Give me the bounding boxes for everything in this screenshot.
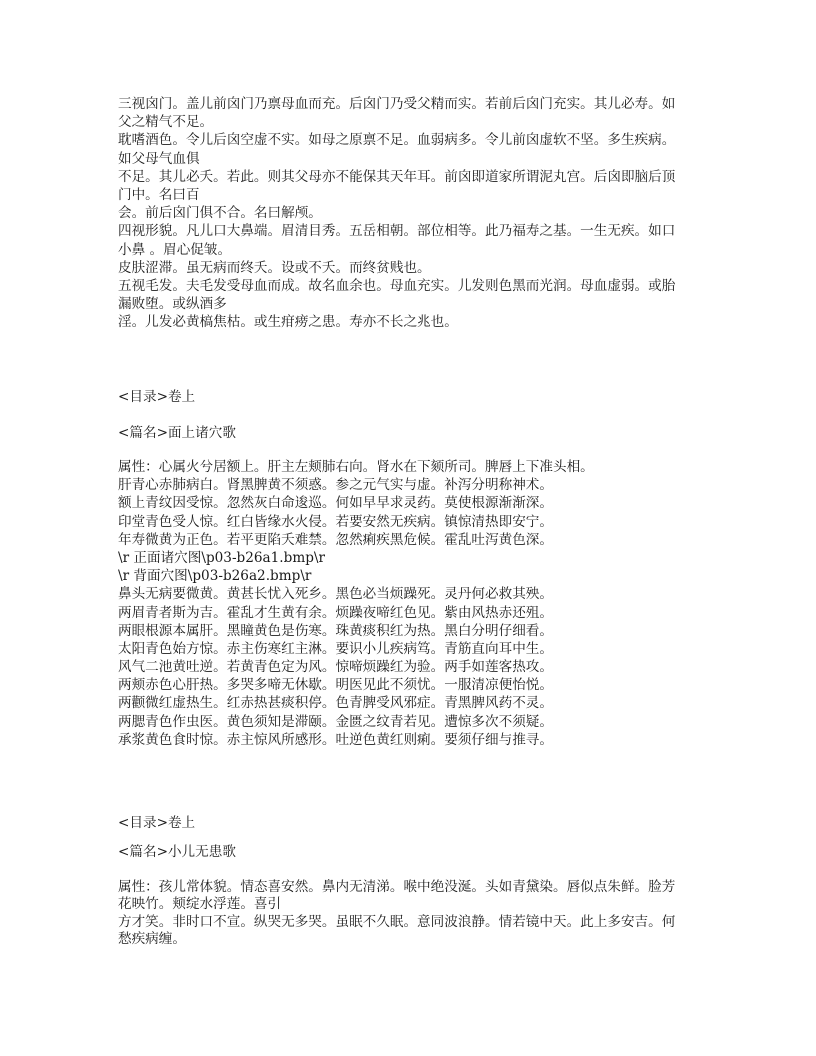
text-line: 两颧微红虚热生。红赤热甚痰积停。色青脾受风邪症。青黑脾风药不灵。 bbox=[118, 695, 553, 712]
text-line: 不足。其儿必夭。若此。则其父母亦不能保其天年耳。前囟即道家所谓泥丸宫。后囟即脑后顶 bbox=[118, 168, 676, 185]
chapter-title-2 bbox=[118, 843, 718, 861]
text-line: 如父母气血俱 bbox=[118, 150, 200, 167]
text-line: 愁疾病缠。 bbox=[118, 931, 186, 948]
text-line: 皮肤涩滞。虽无病而终夭。设或不夭。而终贫贱也。 bbox=[118, 259, 431, 276]
text-line: 属性：心属火兮居额上。肝主左颊肺右向。肾水在下颏所司。脾唇上下准头相。 bbox=[118, 459, 594, 475]
text-line: 两腮青色作虫医。黄色须知是滞颐。金匮之纹青若见。遭惊多次不须疑。 bbox=[118, 713, 553, 730]
section-face-points-song bbox=[118, 458, 718, 749]
image-reference: \r 正面诸穴图\p03-b26a1.bmp\r bbox=[118, 549, 325, 566]
catalog-label: <目录>卷上 bbox=[118, 389, 196, 405]
text-line: 漏败堕。或纵酒多 bbox=[118, 296, 227, 313]
chapter-title-1 bbox=[118, 424, 718, 442]
catalog-label: <目录>卷上 bbox=[118, 815, 196, 831]
text-line: 五视毛发。夫毛发受母血而成。故名血余也。母血充实。儿发则色黑而光润。母血虚弱。或胎 bbox=[118, 277, 676, 294]
text-line: 父之精气不足。 bbox=[118, 114, 214, 131]
text-line: 四视形貌。凡儿口大鼻端。眉清目秀。五岳相朝。部位相等。此乃福寿之基。一生无疾。如口 bbox=[118, 223, 676, 240]
text-line: 会。前后囟门俱不合。名曰解颅。 bbox=[118, 205, 322, 222]
catalog-heading-2 bbox=[118, 814, 718, 832]
chapter-title: <篇名>面上诸穴歌 bbox=[118, 425, 236, 441]
section-healthy-child-song bbox=[118, 879, 718, 949]
text-line: 印堂青色受人惊。红白皆缘水火侵。若要安然无疾病。镇惊清热即安宁。 bbox=[118, 513, 553, 530]
text-line: 两眉青者斯为吉。霍乱才生黄有余。烦躁夜啼红色见。紫由风热赤还殂。 bbox=[118, 604, 553, 621]
text-line: 方才笑。非时口不宣。纵哭无多哭。虽眠不久眠。意同波浪静。情若镜中天。此上多安吉。何 bbox=[118, 913, 676, 930]
text-line: 鼻头无病要微黄。黄甚长忧入死乡。黑色必当烦躁死。灵丹何必救其殃。 bbox=[118, 586, 553, 603]
text-line: 耽嗜酒色。令儿后囟空虚不实。如母之原禀不足。血弱病多。令儿前囟虚软不坚。多生疾病。 bbox=[118, 132, 676, 149]
text-line: 年寿微黄为正色。若平更陷夭难禁。忽然痢疾黑危候。霍乱吐泻黄色深。 bbox=[118, 531, 553, 548]
text-line: 三视囟门。盖儿前囟门乃禀母血而充。后囟门乃受父精而实。若前后囟门充实。其儿必寿。如 bbox=[118, 96, 676, 112]
text-line: 太阳青色始方惊。赤主伤寒红主淋。要识小儿疾病笃。青筋直向耳中生。 bbox=[118, 640, 553, 657]
image-reference: \r 背面穴图\p03-b26a2.bmp\r bbox=[118, 568, 312, 585]
chapter-title: <篇名>小儿无患歌 bbox=[118, 844, 236, 860]
section-fontanel-text bbox=[118, 95, 718, 331]
text-line: 门中。名曰百 bbox=[118, 186, 200, 203]
text-line: 两眼根源本属肝。黑瞳黄色是伤寒。珠黄痰积红为热。黑白分明仔细看。 bbox=[118, 622, 553, 639]
text-line: 承浆黄色食时惊。赤主惊风所感形。吐逆色黄红则痢。要须仔细与推寻。 bbox=[118, 731, 553, 748]
text-line: 花映竹。颊绽水浮莲。喜引 bbox=[118, 896, 282, 913]
catalog-heading-1 bbox=[118, 388, 718, 406]
text-line: 小鼻 。眉心促皱。 bbox=[118, 241, 232, 258]
text-line: 淫。儿发必黄槁焦枯。或生疳痨之患。寿亦不长之兆也。 bbox=[118, 314, 458, 331]
text-line: 额上青纹因受惊。忽然灰白命逡巡。何如早早求灵药。莫使根源渐渐深。 bbox=[118, 495, 553, 512]
text-line: 风气二池黄吐逆。若黄青色定为风。惊啼烦躁红为验。两手如莲客热攻。 bbox=[118, 659, 553, 676]
text-line: 肝青心赤肺病白。肾黑脾黄不须惑。参之元气实与虚。补泻分明称神术。 bbox=[118, 477, 553, 494]
text-line: 属性：孩儿常体貌。情态喜安然。鼻内无清涕。喉中绝没涎。头如青黛染。唇似点朱鲜。脸芳 bbox=[118, 879, 676, 895]
text-line: 两颊赤色心肝热。多哭多啼无休歇。明医见此不须忧。一服清凉便怡悦。 bbox=[118, 677, 553, 694]
